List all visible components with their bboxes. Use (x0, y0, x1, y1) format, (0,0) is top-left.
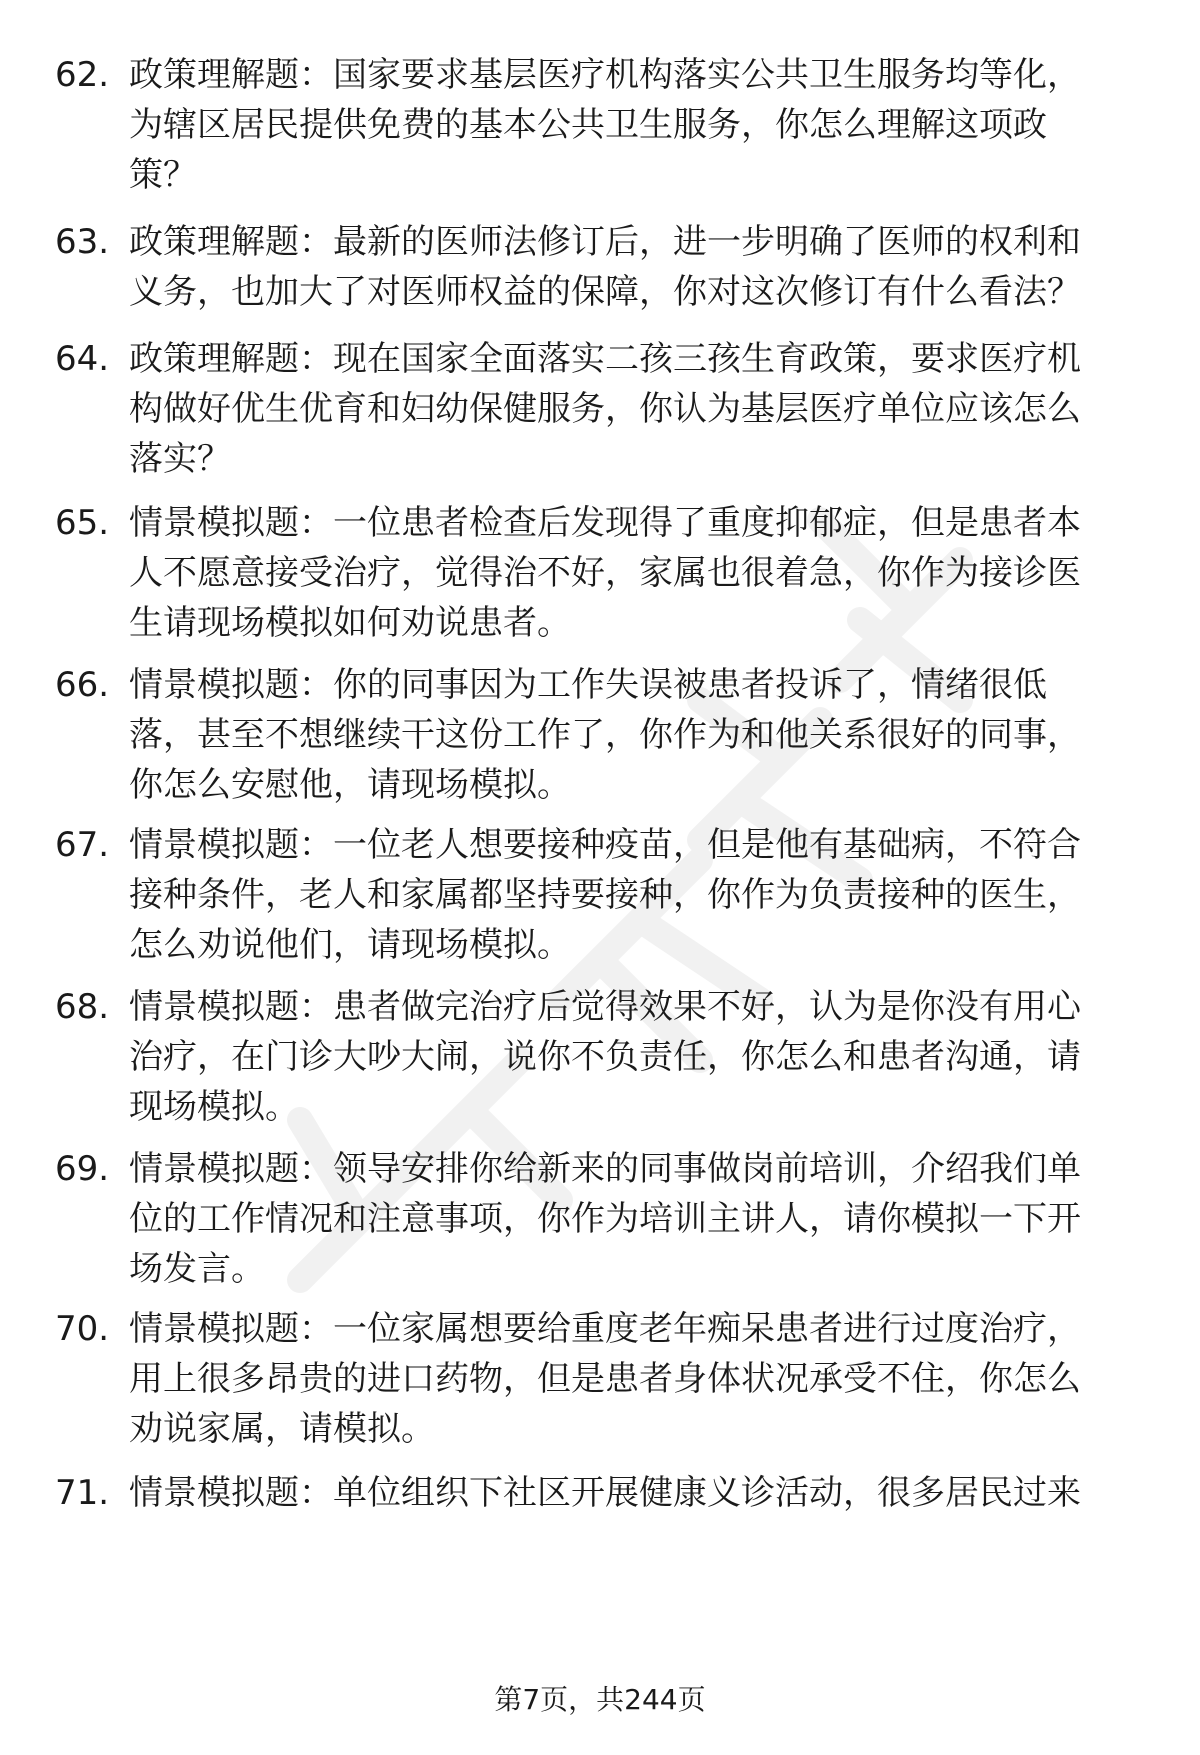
question-number: 63. (55, 222, 110, 262)
question-line: 位的工作情况和注意事项，你作为培训主讲人，请你模拟一下开 (129, 1199, 1081, 1239)
question-line: 人不愿意接受治疗，觉得治不好，家属也很着急，你作为接诊医 (129, 553, 1081, 593)
question-text (129, 219, 1129, 319)
question-line: 怎么劝说他们，请现场模拟。 (129, 925, 571, 965)
question-line: 情景模拟题：一位患者检查后发现得了重度抑郁症，但是患者本 (129, 503, 1081, 543)
question-number: 67. (55, 825, 110, 865)
question-line: 构做好优生优育和妇幼保健服务，你认为基层医疗单位应该怎么 (129, 389, 1081, 429)
question-number: 62. (55, 55, 110, 95)
question-line: 为辖区居民提供免费的基本公共卫生服务，你怎么理解这项政 (129, 105, 1047, 145)
question-line: 现场模拟。 (129, 1087, 299, 1127)
question-line: 义务，也加大了对医师权益的保障，你对这次修订有什么看法？ (129, 272, 1081, 312)
question-text (129, 662, 1129, 812)
question-line: 情景模拟题：领导安排你给新来的同事做岗前培训，介绍我们单 (129, 1149, 1081, 1189)
question-number: 70. (55, 1309, 110, 1349)
question-number: 65. (55, 503, 110, 543)
question-number: 66. (55, 665, 110, 705)
question-line: 情景模拟题：患者做完治疗后觉得效果不好，认为是你没有用心 (129, 987, 1081, 1027)
question-text (129, 1306, 1129, 1456)
question-number: 71. (55, 1473, 110, 1513)
question-line: 你怎么安慰他，请现场模拟。 (129, 765, 571, 805)
question-line: 劝说家属，请模拟。 (129, 1409, 435, 1449)
question-text (129, 984, 1129, 1134)
question-line: 情景模拟题：一位家属想要给重度老年痴呆患者进行过度治疗， (129, 1309, 1081, 1349)
question-line: 政策理解题：现在国家全面落实二孩三孩生育政策，要求医疗机 (129, 339, 1081, 379)
question-text (129, 52, 1129, 202)
question-line: 情景模拟题：单位组织下社区开展健康义诊活动，很多居民过来 (129, 1473, 1081, 1513)
question-line: 生请现场模拟如何劝说患者。 (129, 603, 571, 643)
question-line: 情景模拟题：你的同事因为工作失误被患者投诉了，情绪很低 (129, 665, 1047, 705)
page-footer: 第7页，共244页 (494, 1683, 706, 1716)
question-line: 策？ (129, 155, 197, 195)
question-text (129, 822, 1129, 972)
question-line: 落实？ (129, 439, 231, 479)
question-number: 64. (55, 339, 110, 379)
question-line: 用上很多昂贵的进口药物，但是患者身体状况承受不住，你怎么 (129, 1359, 1081, 1399)
question-text (129, 1146, 1129, 1296)
question-number: 68. (55, 987, 110, 1027)
question-line: 场发言。 (129, 1249, 265, 1289)
question-line: 情景模拟题：一位老人想要接种疫苗，但是他有基础病，不符合 (129, 825, 1081, 865)
question-text (129, 336, 1129, 486)
question-line: 治疗，在门诊大吵大闹，说你不负责任，你怎么和患者沟通，请 (129, 1037, 1081, 1077)
question-line: 接种条件，老人和家属都坚持要接种，你作为负责接种的医生， (129, 875, 1081, 915)
question-line: 政策理解题：最新的医师法修订后，进一步明确了医师的权利和 (129, 222, 1081, 262)
question-line: 政策理解题：国家要求基层医疗机构落实公共卫生服务均等化， (129, 55, 1081, 95)
question-text (129, 1470, 1129, 1520)
question-text (129, 500, 1129, 650)
question-number: 69. (55, 1149, 110, 1189)
question-line: 落，甚至不想继续干这份工作了，你作为和他关系很好的同事， (129, 715, 1081, 755)
